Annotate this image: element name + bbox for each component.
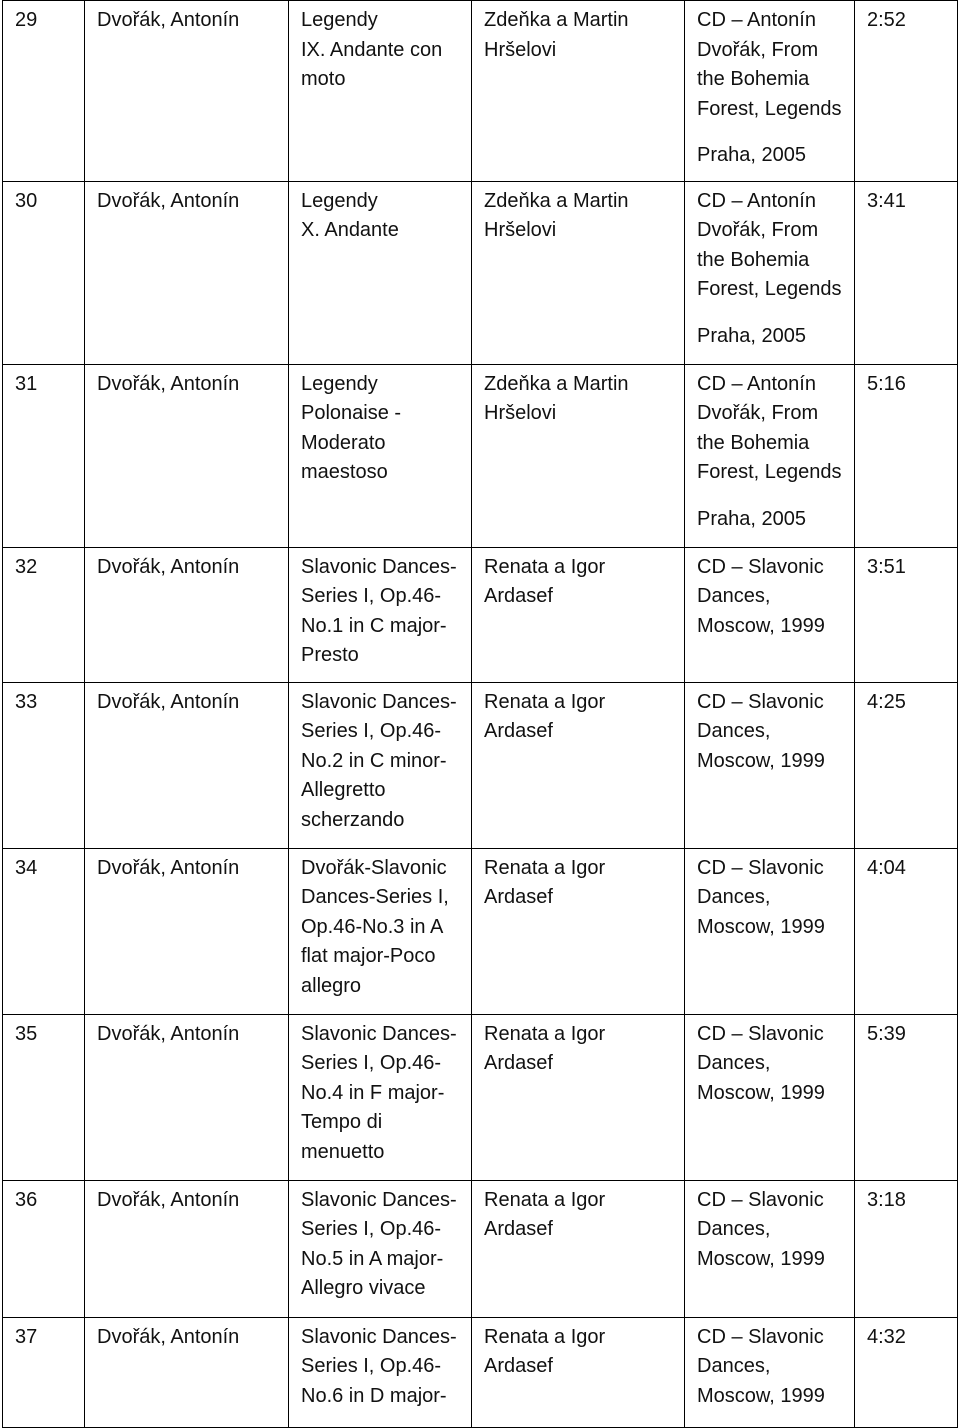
- paragraph-gap: [697, 488, 842, 505]
- title-line: menuetto: [301, 1140, 385, 1163]
- source-cell: [685, 1317, 855, 1427]
- title-cell: [289, 848, 472, 1014]
- source-cell: [685, 181, 855, 364]
- track-list-table: [2, 0, 958, 1428]
- source-line: Dances,: [697, 1355, 771, 1378]
- composer-name: Dvořák, Antonín: [97, 555, 240, 578]
- table-row: [3, 547, 958, 682]
- track-number: 36: [15, 1188, 38, 1211]
- track-duration: 4:25: [867, 690, 906, 713]
- composer-cell: [85, 547, 289, 682]
- track-number-cell: [3, 364, 85, 547]
- composer-name: Dvořák, Antonín: [97, 372, 240, 395]
- track-duration: 2:52: [867, 9, 906, 31]
- track-duration: 3:41: [867, 189, 906, 212]
- source-line: CD – Antonín: [697, 372, 816, 395]
- track-duration: 5:16: [867, 372, 906, 395]
- title-cell: [289, 1, 472, 182]
- source-line: Dances,: [697, 585, 771, 608]
- track-number: 29: [15, 9, 38, 31]
- source-line: CD – Slavonic: [697, 555, 824, 578]
- track-number: 32: [15, 555, 38, 578]
- composer-cell: [85, 848, 289, 1014]
- source-line: CD – Antonín: [697, 9, 816, 31]
- title-line: allegro: [301, 974, 362, 997]
- composer-name: Dvořák, Antonín: [97, 1325, 240, 1348]
- source-cell: [685, 547, 855, 682]
- duration-cell: [855, 181, 958, 364]
- source-line: Dances,: [697, 886, 771, 909]
- title-cell: [289, 364, 472, 547]
- source-place: Praha, 2005: [697, 324, 806, 347]
- source-cell: [685, 1180, 855, 1317]
- duration-cell: [855, 364, 958, 547]
- track-number-cell: [3, 1180, 85, 1317]
- title-line: Tempo di: [301, 1111, 383, 1134]
- track-number-cell: [3, 1317, 85, 1427]
- track-number: 33: [15, 690, 38, 713]
- composer-cell: [85, 364, 289, 547]
- performer-line: Ardasef: [484, 886, 553, 909]
- duration-cell: [855, 682, 958, 848]
- title-line: Series I, Op.46-: [301, 585, 442, 608]
- title-line: IX. Andante con: [301, 38, 443, 61]
- performer-line: Ardasef: [484, 1052, 553, 1075]
- performer-line: Ardasef: [484, 720, 553, 743]
- track-duration: 4:04: [867, 856, 906, 879]
- source-line: Moscow, 1999: [697, 915, 825, 938]
- title-line: X. Andante: [301, 219, 399, 242]
- performer-line: Zdeňka a Martin: [484, 9, 629, 31]
- title-line: No.5 in A major-: [301, 1247, 444, 1270]
- performer-line: Hršelovi: [484, 38, 557, 61]
- duration-cell: [855, 1180, 958, 1317]
- performer-cell: [472, 1014, 685, 1180]
- title-line: Moderato: [301, 431, 386, 454]
- title-cell: [289, 682, 472, 848]
- track-duration: 4:32: [867, 1325, 906, 1348]
- performer-cell: [472, 547, 685, 682]
- source-line: the Bohemia: [697, 431, 810, 454]
- source-cell: [685, 682, 855, 848]
- title-line: Legendy: [301, 189, 378, 212]
- composer-cell: [85, 1317, 289, 1427]
- title-line: Series I, Op.46-: [301, 1355, 442, 1378]
- title-line: Dances-Series I,: [301, 886, 449, 909]
- table-row: [3, 682, 958, 848]
- performer-line: Hršelovi: [484, 402, 557, 425]
- source-line: Moscow, 1999: [697, 749, 825, 772]
- source-line: CD – Slavonic: [697, 690, 824, 713]
- composer-cell: [85, 682, 289, 848]
- title-line: No.6 in D major-: [301, 1384, 447, 1407]
- title-line: Slavonic Dances-: [301, 1188, 457, 1211]
- performer-line: Renata a Igor: [484, 690, 606, 713]
- title-line: Series I, Op.46-: [301, 1218, 442, 1241]
- performer-line: Ardasef: [484, 585, 553, 608]
- title-line: Allegro vivace: [301, 1277, 426, 1300]
- source-line: Dances,: [697, 1052, 771, 1075]
- source-line: Dances,: [697, 720, 771, 743]
- source-cell: [685, 364, 855, 547]
- source-line: Moscow, 1999: [697, 614, 825, 637]
- track-number-cell: [3, 1014, 85, 1180]
- performer-line: Ardasef: [484, 1355, 553, 1378]
- table-row: [3, 848, 958, 1014]
- title-line: Slavonic Dances-: [301, 1022, 457, 1045]
- track-duration: 3:18: [867, 1188, 906, 1211]
- source-line: Dvořák, From: [697, 38, 819, 61]
- performer-cell: [472, 1317, 685, 1427]
- title-cell: [289, 547, 472, 682]
- table-row: [3, 1, 958, 182]
- track-list-body: [3, 1, 958, 1428]
- track-duration: 5:39: [867, 1022, 906, 1045]
- track-number: 31: [15, 372, 38, 395]
- performer-line: Renata a Igor: [484, 555, 606, 578]
- performer-cell: [472, 1, 685, 182]
- performer-cell: [472, 1180, 685, 1317]
- track-duration: 3:51: [867, 555, 906, 578]
- performer-line: Zdeňka a Martin: [484, 189, 629, 212]
- title-cell: [289, 1014, 472, 1180]
- source-line: Moscow, 1999: [697, 1384, 825, 1407]
- title-cell: [289, 181, 472, 364]
- composer-cell: [85, 1014, 289, 1180]
- composer-name: Dvořák, Antonín: [97, 690, 240, 713]
- title-line: flat major-Poco: [301, 945, 436, 968]
- source-line: CD – Slavonic: [697, 1022, 824, 1045]
- track-number-cell: [3, 547, 85, 682]
- duration-cell: [855, 1014, 958, 1180]
- source-cell: [685, 1014, 855, 1180]
- table-row: [3, 181, 958, 364]
- source-place: Praha, 2005: [697, 143, 806, 166]
- duration-cell: [855, 1317, 958, 1427]
- performer-cell: [472, 682, 685, 848]
- performer-line: Zdeňka a Martin: [484, 372, 629, 395]
- composer-name: Dvořák, Antonín: [97, 1022, 240, 1045]
- title-line: Dvořák-Slavonic: [301, 856, 447, 879]
- composer-name: Dvořák, Antonín: [97, 189, 240, 212]
- track-number-cell: [3, 848, 85, 1014]
- composer-name: Dvořák, Antonín: [97, 9, 240, 31]
- performer-cell: [472, 364, 685, 547]
- title-line: Legendy: [301, 372, 378, 395]
- source-line: CD – Slavonic: [697, 1325, 824, 1348]
- composer-name: Dvořák, Antonín: [97, 856, 240, 879]
- title-line: Legendy: [301, 9, 378, 31]
- source-line: Dvořák, From: [697, 219, 819, 242]
- performer-cell: [472, 848, 685, 1014]
- source-line: the Bohemia: [697, 248, 810, 271]
- title-line: moto: [301, 68, 346, 91]
- source-line: Forest, Legends: [697, 97, 842, 120]
- source-line: CD – Antonín: [697, 189, 816, 212]
- performer-line: Renata a Igor: [484, 1325, 606, 1348]
- track-number-cell: [3, 181, 85, 364]
- title-line: Series I, Op.46-: [301, 1052, 442, 1075]
- performer-cell: [472, 181, 685, 364]
- track-number-cell: [3, 1, 85, 182]
- title-line: Slavonic Dances-: [301, 1325, 457, 1348]
- source-cell: [685, 1, 855, 182]
- table-row: [3, 1317, 958, 1427]
- title-line: Slavonic Dances-: [301, 555, 457, 578]
- title-line: Op.46-No.3 in A: [301, 915, 444, 938]
- composer-cell: [85, 1180, 289, 1317]
- source-line: Moscow, 1999: [697, 1081, 825, 1104]
- title-line: Allegretto: [301, 779, 386, 802]
- title-line: No.4 in F major-: [301, 1081, 445, 1104]
- track-number: 35: [15, 1022, 38, 1045]
- title-line: Polonaise -: [301, 402, 402, 425]
- source-line: CD – Slavonic: [697, 1188, 824, 1211]
- performer-line: Renata a Igor: [484, 856, 606, 879]
- source-line: Forest, Legends: [697, 278, 842, 301]
- performer-line: Ardasef: [484, 1218, 553, 1241]
- source-line: Forest, Legends: [697, 461, 842, 484]
- duration-cell: [855, 848, 958, 1014]
- title-line: No.1 in C major-: [301, 614, 447, 637]
- title-line: maestoso: [301, 461, 388, 484]
- title-cell: [289, 1317, 472, 1427]
- table-row: [3, 1014, 958, 1180]
- title-line: Presto: [301, 644, 359, 667]
- paragraph-gap: [697, 305, 842, 322]
- track-number: 37: [15, 1325, 38, 1348]
- title-line: Series I, Op.46-: [301, 720, 442, 743]
- performer-line: Hršelovi: [484, 219, 557, 242]
- track-number: 34: [15, 856, 38, 879]
- duration-cell: [855, 1, 958, 182]
- performer-line: Renata a Igor: [484, 1022, 606, 1045]
- table-row: [3, 364, 958, 547]
- source-place: Praha, 2005: [697, 507, 806, 530]
- source-line: the Bohemia: [697, 68, 810, 91]
- composer-cell: [85, 1, 289, 182]
- composer-cell: [85, 181, 289, 364]
- paragraph-gap: [697, 124, 842, 141]
- title-line: scherzando: [301, 808, 405, 831]
- source-line: Moscow, 1999: [697, 1247, 825, 1270]
- track-number: 30: [15, 189, 38, 212]
- title-cell: [289, 1180, 472, 1317]
- composer-name: Dvořák, Antonín: [97, 1188, 240, 1211]
- source-cell: [685, 848, 855, 1014]
- source-line: CD – Slavonic: [697, 856, 824, 879]
- title-line: No.2 in C minor-: [301, 749, 447, 772]
- source-line: Dances,: [697, 1218, 771, 1241]
- title-line: Slavonic Dances-: [301, 690, 457, 713]
- track-number-cell: [3, 682, 85, 848]
- duration-cell: [855, 547, 958, 682]
- table-row: [3, 1180, 958, 1317]
- source-line: Dvořák, From: [697, 402, 819, 425]
- performer-line: Renata a Igor: [484, 1188, 606, 1211]
